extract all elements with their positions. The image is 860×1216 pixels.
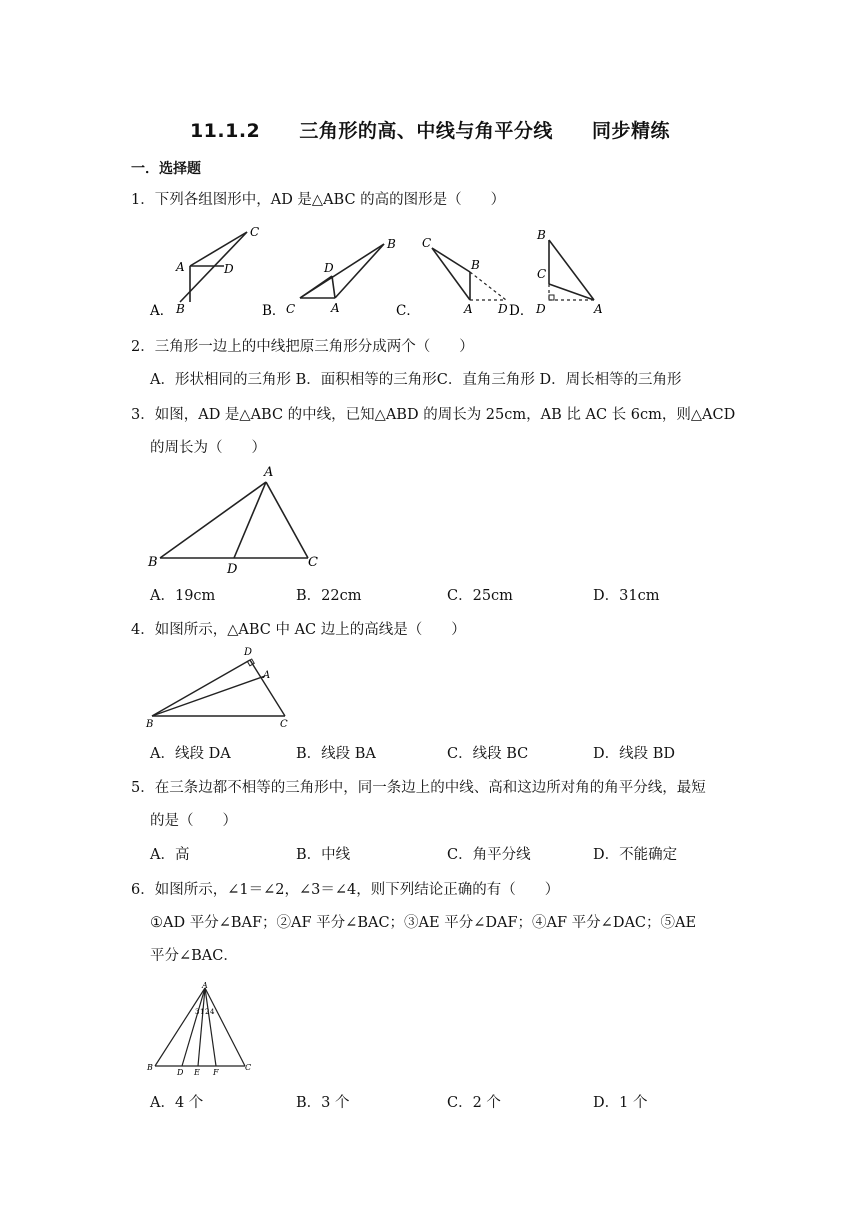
q3-option-a: A．19cm <box>150 588 216 604</box>
q1c-label-b: B <box>471 258 480 272</box>
q6-angle-1: 1 <box>200 1008 205 1016</box>
q6-option-b: B．3 个 <box>296 1095 350 1111</box>
q6-option-c: C．2 个 <box>447 1095 501 1111</box>
q5-option-c: C．角平分线 <box>447 847 531 863</box>
question-6-line2: ①AD 平分∠BAF；②AF 平分∠BAC；③AE 平分∠DAF；④AF 平分∠DAC；⑤AE <box>150 915 697 931</box>
q1d-label-b: B <box>537 228 546 242</box>
question-3-line2: 的周长为（ ） <box>150 440 266 456</box>
q1-option-c: C． <box>396 303 420 319</box>
q6-option-a: A．4 个 <box>150 1095 204 1111</box>
q1c-label-a: A <box>464 302 473 316</box>
q1-figure-a <box>180 232 247 302</box>
title-main: 三角形的高、中线与角平分线 <box>299 120 553 142</box>
q1c-label-c: C <box>422 236 432 250</box>
q1c-label-d: D <box>498 302 508 316</box>
question-4-text: 4．如图所示，△ABC 中 AC 边上的高线是（ ） <box>131 622 466 638</box>
q4-option-c: C．线段 BC <box>447 746 529 762</box>
q6-label-d: D <box>177 1068 184 1077</box>
question-3-line1: 3．如图，AD 是△ABC 的中线，已知△ABD 的周长为 25cm，AB 比 AC 长 6cm，则△ACD <box>131 407 736 423</box>
question-5-line2: 的是（ ） <box>150 813 237 829</box>
q1b-label-a: A <box>331 301 340 315</box>
q3-option-c: C．25cm <box>447 588 513 604</box>
q1-option-b: B． <box>262 303 286 319</box>
q1d-label-a: A <box>594 302 603 316</box>
section-heading: 一．选择题 <box>131 161 201 177</box>
q3-option-d: D．31cm <box>593 588 660 604</box>
q5-option-d: D．不能确定 <box>593 847 678 863</box>
q3-label-c: C <box>308 555 318 570</box>
question-6-figure <box>140 978 270 1078</box>
q1b-label-c: C <box>286 302 296 316</box>
q6-angle-3: 3 <box>195 1008 200 1016</box>
question-2-options: A．形状相同的三角形 B．面积相等的三角形C．直角三角形 D．周长相等的三角形 <box>150 372 682 388</box>
q6-label-a: A <box>202 981 208 990</box>
q3-option-b: B．22cm <box>296 588 362 604</box>
question-1-figures <box>140 220 620 320</box>
question-6-text: 6．如图所示，∠1＝∠2，∠3＝∠4，则下列结论正确的有（ ） <box>131 882 560 898</box>
title-sub: 同步精练 <box>592 120 671 142</box>
q1d-label-c: C <box>537 267 547 281</box>
question-1-text: 1．下列各组图形中，AD 是△ABC 的高的图形是（ ） <box>131 192 506 208</box>
page-title <box>0 116 860 143</box>
q1a-label-a: A <box>176 260 185 274</box>
q1-figure-d <box>549 240 594 300</box>
q3-label-b: B <box>148 555 158 570</box>
q6-label-f: F <box>213 1068 219 1077</box>
q6-label-c: C <box>245 1063 252 1072</box>
question-3-figure <box>140 462 340 577</box>
q6-option-d: D．1 个 <box>593 1095 648 1111</box>
q4-option-d: D．线段 BD <box>593 746 676 762</box>
title-number: 11.1.2 <box>189 120 261 142</box>
q5-option-b: B．中线 <box>296 847 351 863</box>
q1-option-a: A． <box>150 303 174 319</box>
q3-label-a: A <box>264 465 274 480</box>
q3-label-d: D <box>227 562 238 577</box>
question-2-text: 2．三角形一边上的中线把原三角形分成两个（ ） <box>131 339 474 355</box>
q5-option-a: A．高 <box>150 847 190 863</box>
q1-figure-c <box>432 248 470 300</box>
q1-figure-b <box>300 244 384 298</box>
q6-angle-2: 2 <box>205 1008 210 1016</box>
q1a-label-d: D <box>224 262 234 276</box>
q6-label-e: E <box>194 1068 200 1077</box>
q1d-label-d: D <box>536 302 546 316</box>
q1a-label-b: B <box>176 302 185 316</box>
q4-option-b: B．线段 BA <box>296 746 376 762</box>
question-4-figure <box>140 640 310 735</box>
q6-label-b: B <box>147 1063 153 1072</box>
q4-label-d: D <box>244 647 253 658</box>
question-6-line3: 平分∠BAC． <box>150 948 238 964</box>
q1-option-d: D． <box>509 303 534 319</box>
q4-option-a: A．线段 DA <box>150 746 231 762</box>
q1b-label-d: D <box>324 261 334 275</box>
q4-label-b: B <box>146 719 154 730</box>
q6-angle-4: 4 <box>210 1008 215 1016</box>
q1a-label-c: C <box>250 225 260 239</box>
question-5-line1: 5．在三条边都不相等的三角形中，同一条边上的中线、高和这边所对角的角平分线，最短 <box>131 780 706 796</box>
q4-label-c: C <box>280 719 288 730</box>
q1b-label-b: B <box>387 237 396 251</box>
q4-label-a: A <box>263 670 271 681</box>
